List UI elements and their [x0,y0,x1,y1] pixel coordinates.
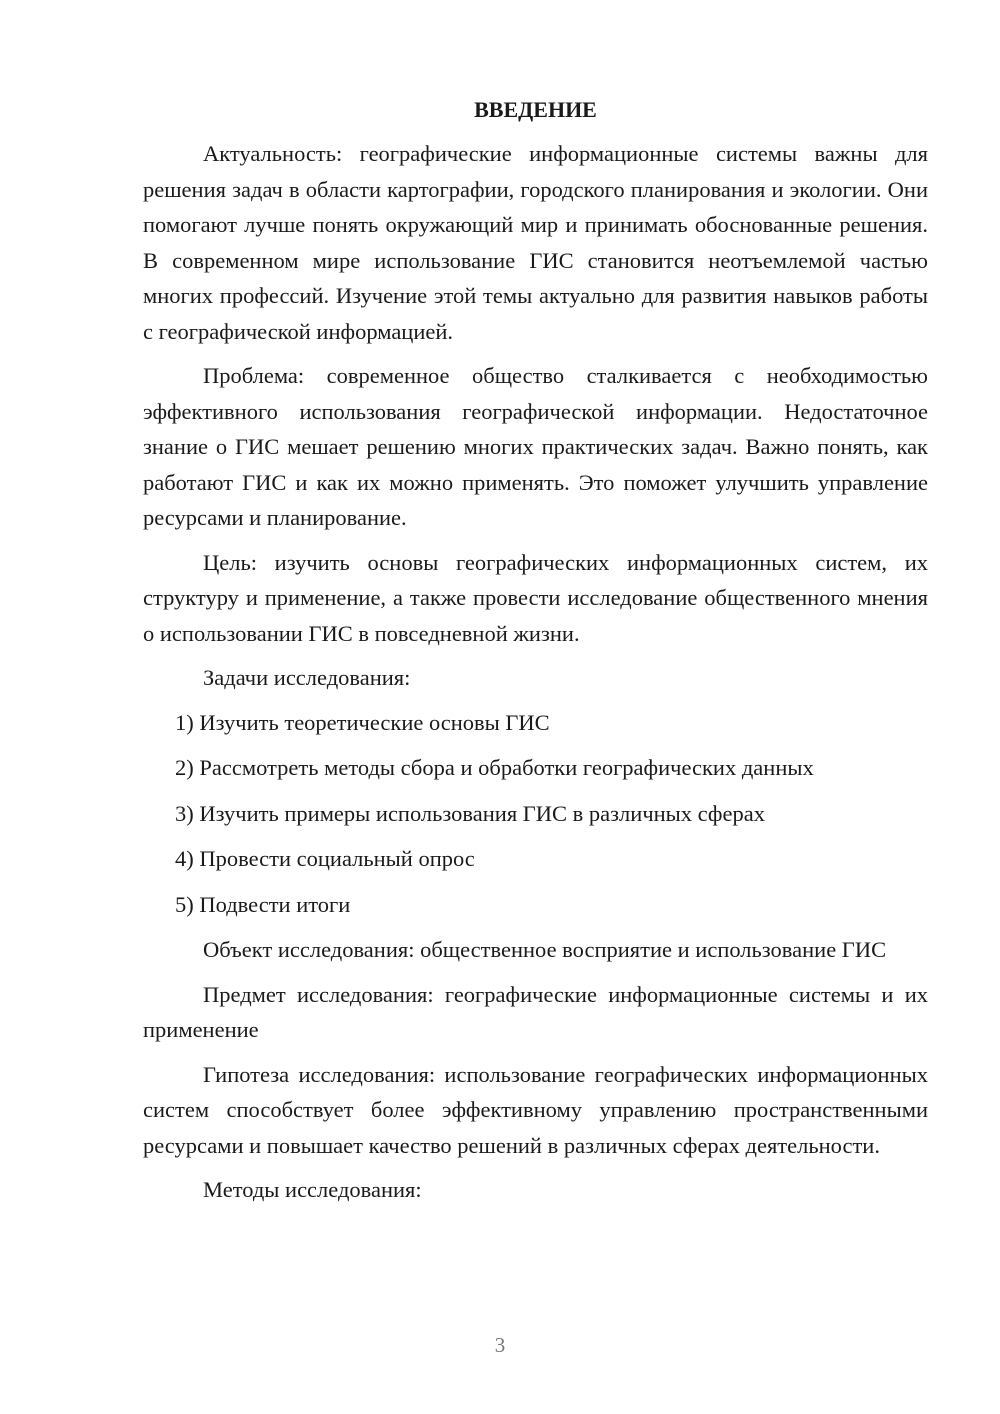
methods-title: Методы исследования: [203,1177,422,1202]
tasks-list [143,705,928,923]
list-item: 5) Подвести итоги [175,891,351,917]
list-item: 4) Провести социальный опрос [175,846,475,871]
section-heading: ВВЕДЕНИЕ [474,97,597,122]
tasks-title: Задачи исследования: [203,665,411,690]
list-item: 3) Изучить примеры использования ГИС в различных сферах [175,800,765,826]
list-item: 2) Рассмотреть методы сбора и обработки географических данных [175,755,814,780]
document-page [143,92,928,1217]
problem-paragraph: Проблема: современное общество сталкивается с необходимостью эффективного использования географической информации. Недостаточное знание о ГИС мешает решению многих практических задач. Важно понять, как работают ГИС и как их можно применять. Это поможет улучшить управление ресурсами и планирование. [143,363,928,530]
goal-paragraph: Цель: изучить основы географических информационных систем, их структуру и применение, а также провести исследование общественного мнения о использовании ГИС в повседневной жизни. [143,549,928,646]
list-item: 1) Изучить теоретические основы ГИС [175,709,550,735]
hypothesis-paragraph: Гипотеза исследования: использование географических информационных систем способствует более эффективному управлению пространственными ресурсами и повышает качество решений в различных сферах деятельности. [143,1061,928,1158]
page-number: 3 [494,1333,506,1357]
relevance-paragraph: Актуальность: географические информационные системы важны для решения задач в области картографии, городского планирования и экологии. Они помогают лучше понять окружающий мир и принимать обоснованные решения. В современном мире использование ГИС становится неотъемлемой частью многих профессий. Изучение этой темы актуально для развития навыков работы с географической информацией. [143,141,928,344]
subject-paragraph: Предмет исследования: географические информационные системы и их применение [143,981,928,1042]
object-paragraph: Объект исследования: общественное восприятие и использование ГИС [203,937,887,962]
